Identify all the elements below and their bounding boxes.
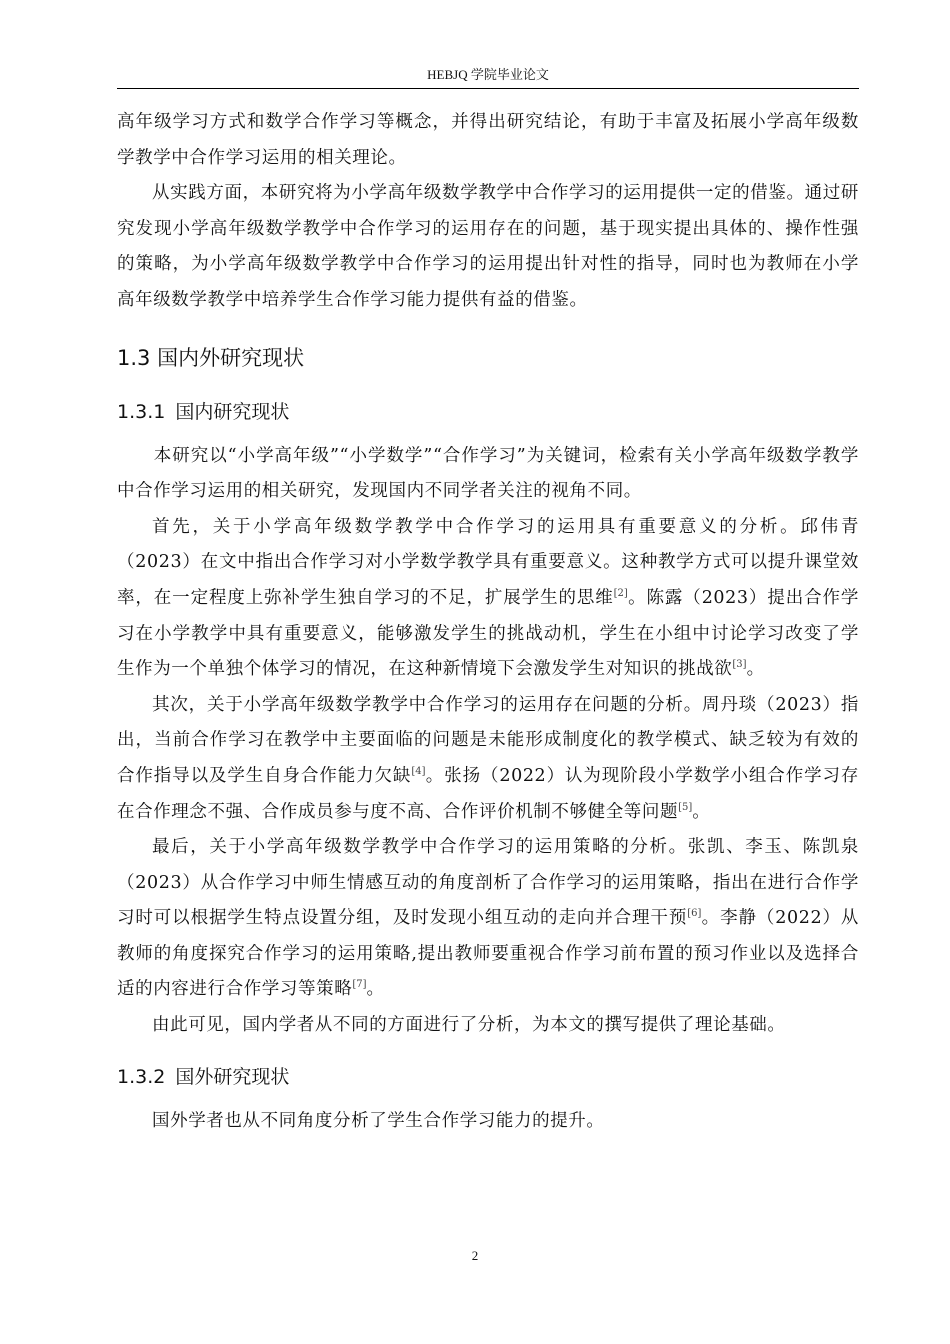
section-heading-1-3: 1.3 国内外研究现状 [117,345,305,370]
header-divider [117,88,859,89]
text-segment: 其次，关于小学高年级数学教学中合作学习的运用存在问题的分析。周丹琰（2023）指出，当前合作学习在教学中主要面临的问题是未能形成制度化的教学模式、缺乏较为有效的合作指导以及学生自身合作能力欠缺 [117,694,859,786]
text-segment: 。陈露（2023）提出合作学习在小学教学中具有重要意义，能够激发学生的挑战动机，学生在小组中讨论学习改变了学生作为一个单独个体学习的情况，在这种新情境下会激发学生对知识的挑战欲 [117,587,860,680]
section-title: 国内研究现状 [175,400,290,423]
citation-ref-2: [2] [613,587,628,599]
text-segment: 。李静（2022）从教师的角度探究合作学习的运用策略,提出教师要重视合作学习前布置的预习作业以及选择合适的内容进行合作学习等策略 [117,908,859,1000]
section-heading-1-3-1 [117,393,859,431]
page-header: HEBJQ 学院毕业论文 [427,67,549,82]
paragraph-practice: 从实践方面，本研究将为小学高年级数学教学中合作学习的运用提供一定的借鉴。通过研究发现小学高年级数学教学中合作学习的运用存在的问题，基于现实提出具体的、操作性强的策略，为小学高年级数学教学中合作学习的运用提出针对性的指导，同时也为教师在小学高年级数学教学中培养学生合作学习能力提供有益的借鉴。 [117,183,859,310]
text-segment: 最后，关于小学高年级数学教学中合作学习的运用策略的分析。张凯、李玉、陈凯泉（2023）从合作学习中师生情感互动的角度剖析了合作学习的运用策略，指出在进行合作学习时可以根据学生特点设置分组，及时发现小组互动的走向并合理干预 [117,837,859,929]
citation-ref-4: [4] [411,765,426,777]
section-number: 1.3.1 [117,400,166,423]
paragraph-domestic-first [117,510,859,688]
citation-ref-7: [7] [352,979,367,991]
paragraph-domestic-intro: 本研究以“小学高年级”“小学数学”“合作学习”为关键词，检索有关小学高年级数学教学中合作学习运用的相关研究，发现国内不同学者关注的视角不同。 [117,445,859,502]
section-number: 1.3.2 [117,1065,166,1088]
section-heading-1-3-2 [117,1058,859,1096]
paragraph-domestic-second [117,688,859,830]
citation-ref-3: [3] [732,659,747,671]
paragraph-domestic-last [117,830,859,1008]
citation-ref-6: [6] [687,908,702,920]
citation-ref-5: [5] [678,801,693,813]
section-title: 国外研究现状 [175,1065,290,1088]
text-segment: 。 [746,659,765,680]
paragraph-domestic-conclusion: 由此可见，国内学者从不同的方面进行了分析，为本文的撰写提供了理论基础。 [152,1015,786,1036]
text-segment: 。 [366,979,385,1000]
page-body [117,105,859,1139]
text-segment: 。 [692,801,711,822]
text-segment: 首先，关于小学高年级数学教学中合作学习的运用具有重要意义的分析。邱伟青（2023）在文中指出合作学习对小学数学教学具有重要意义。这种教学方式可以提升课堂效率，在一定程度上弥补学生独自学习的不足，扩展学生的思维 [117,516,859,608]
paragraph-foreign-intro: 国外学者也从不同角度分析了学生合作学习能力的提升。 [152,1110,605,1131]
page-number: 2 [471,1248,479,1263]
paragraph-continued: 高年级学习方式和数学合作学习等概念，并得出研究结论，有助于丰富及拓展小学高年级数学教学中合作学习运用的相关理论。 [117,112,859,168]
text-segment: 。张扬（2022）认为现阶段小学数学小组合作学习存在合作理念不强、合作成员参与度不高、合作评价机制不够健全等问题 [117,765,859,822]
